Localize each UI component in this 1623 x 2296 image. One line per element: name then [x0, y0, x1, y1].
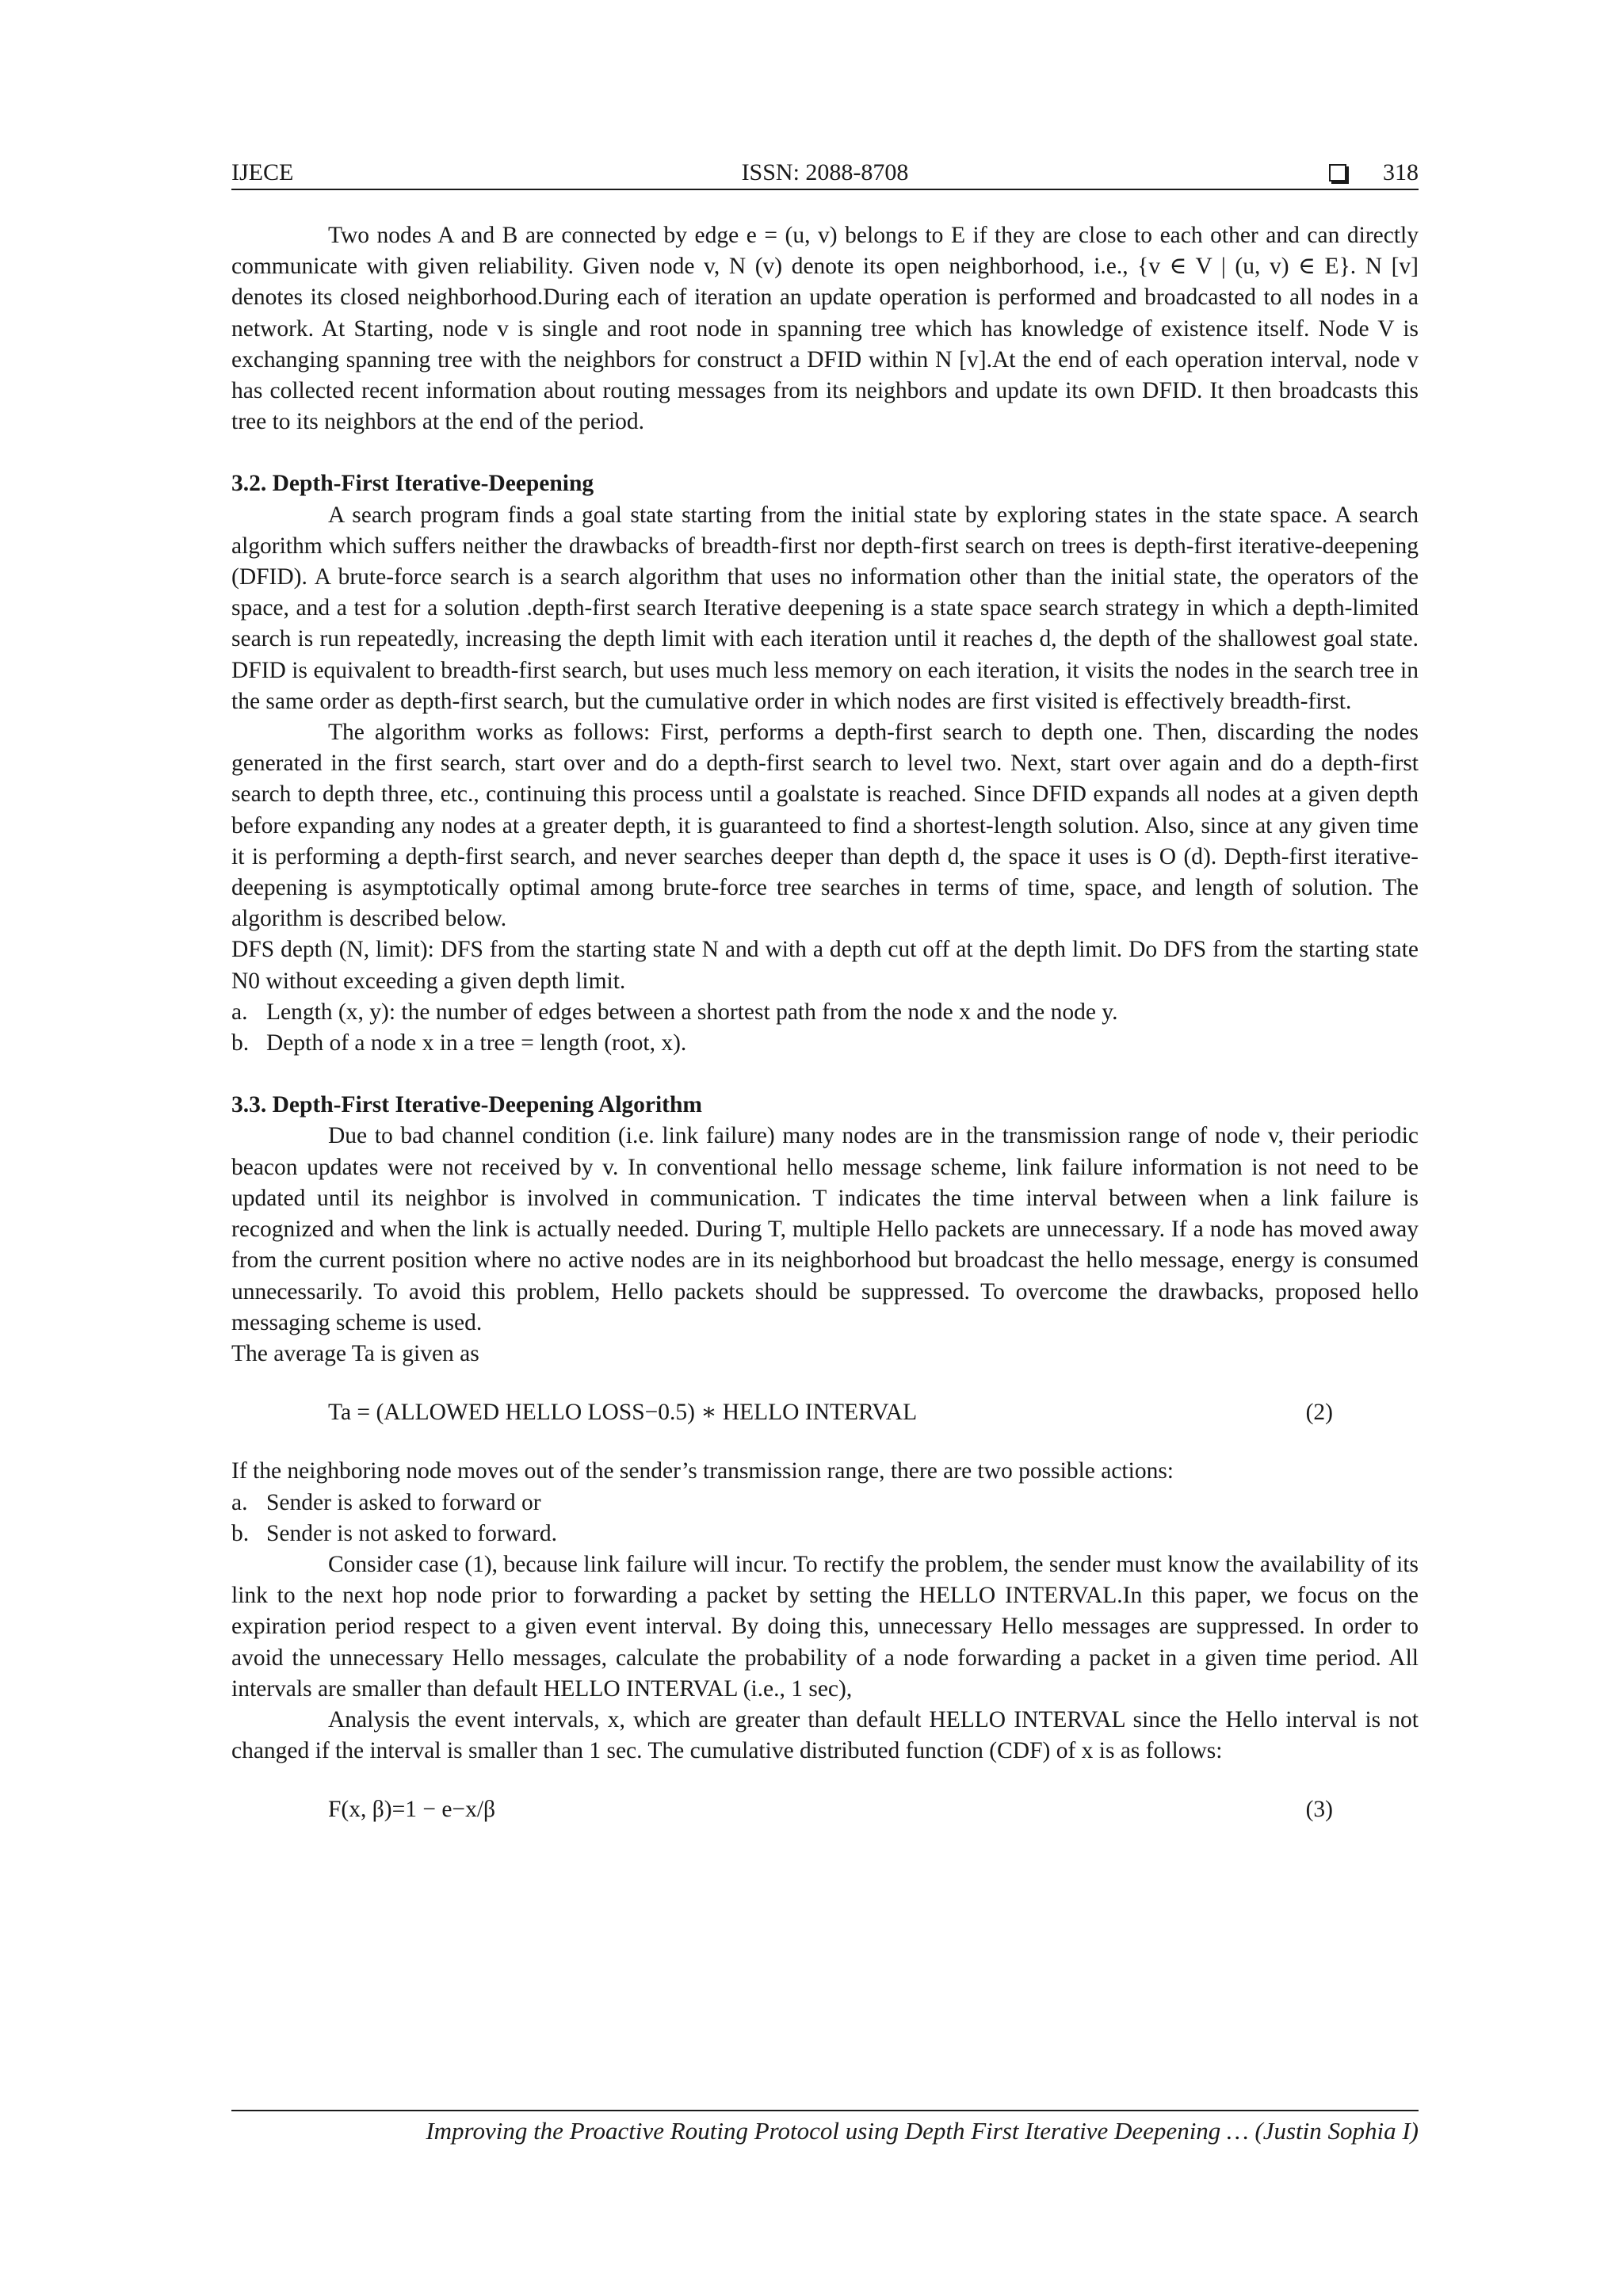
equation-formula: F(x, β)=1 − e−x/β: [328, 1797, 496, 1823]
page-number: 318: [1383, 159, 1419, 185]
list-text: Length (x, y): the number of edges between a shortest path from the node x and the node y.: [266, 999, 1118, 1025]
list-text: Sender is not asked to forward.: [266, 1520, 558, 1546]
paragraph: Due to bad channel condition (i.e. link failure) many nodes are in the transmission range of node v, their periodic beacon updates were not received by v. In conventional hello message scheme, link failure information is not need to be updated until its neighbor is involved in communication. T indicates the time interval between when a link failure is recognized and when the link is actually needed. During T, multiple Hello packets are unnecessary. If a node has moved away from the current position where no active nodes are in its neighborhood but broadcast the hello message, energy is consumed unnecessarily. To avoid this problem, Hello packets should be suppressed. To overcome the drawbacks, proposed hello messaging scheme is used.: [231, 1123, 1419, 1335]
paragraph: Two nodes A and B are connected by edge e = (u, v) belongs to E if they are close to each other and can directly communicate with given reliability. Given node v, N (v) denote its open neighborhood, i.e., {v ∈ V | (u, v) ∈ E}. N [v] denotes its closed neighborhood.During each of iteration an update operation is performed and broadcasted to all nodes in a network. At Starting, node v is single and root node in spanning tree which has knowledge of existence itself. Node V is exchanging spanning tree with the neighbors for construct a DFID within N [v].At the end of each operation interval, node v has collected recent information about routing messages from its neighbors and update its own DFID. It then broadcasts this tree to its neighbors at the end of the period.: [231, 223, 1419, 435]
paragraph: The algorithm works as follows: First, performs a depth-first search to depth one. Then, discarding the nodes generated in the first search, start over and do a depth-first search to level two. Next, start over again and do a depth-first search to depth three, etc., continuing this process until a goalstate is reached. Since DFID expands all nodes at a given depth before expanding any nodes at a greater depth, it is guaranteed to find a shortest-length solution. Also, since at any given time it is performing a depth-first search, and never searches deeper than depth d, the space it uses is O (d). Depth-first iterative-deepening is asymptotically optimal among brute-force tree searches in terms of time, space, and length of solution. The algorithm is described below.: [231, 720, 1419, 932]
paragraph: DFS depth (N, limit): DFS from the starting state N and with a depth cut off at the depth limit. Do DFS from the starting state N0 without exceeding a given depth limit.: [231, 937, 1419, 994]
paragraph: Analysis the event intervals, x, which are greater than default HELLO INTERVAL since the Hello interval is not changed if the interval is smaller than 1 sec. The cumulative distributed function (CDF) of x is as follows:: [231, 1706, 1419, 1764]
running-footer: Improving the Proactive Routing Protocol using Depth First Iterative Deepening … (Justin Sophia I): [426, 2117, 1419, 2145]
list-marker: a.: [231, 1489, 248, 1515]
paragraph: The average Ta is given as: [231, 1340, 479, 1366]
list-item: [231, 1519, 1419, 1549]
journal-name: IJECE: [231, 159, 294, 185]
section-heading-3-3: 3.3. Depth-First Iterative-Deepening Algorithm: [231, 1092, 702, 1118]
issn: ISSN: 2088-8708: [741, 159, 909, 185]
list-item: [231, 1028, 1419, 1059]
paragraph: Consider case (1), because link failure will incur. To rectify the problem, the sender must know the availability of its link to the next hop node prior to forwarding a packet by setting the HELLO INTERVAL.In this paper, we focus on the expiration period respect to a given event interval. By doing this, unnecessary Hello messages are suppressed. In order to avoid the unnecessary Hello messages, calculate the probability of a node forwarding a packet in a given time period. All intervals are smaller than default HELLO INTERVAL (i.e., 1 sec),: [231, 1551, 1419, 1702]
section-heading-3-2: 3.2. Depth-First Iterative-Deepening: [231, 471, 594, 497]
equation-2: [231, 1397, 1419, 1428]
paragraph: A search program finds a goal state starting from the initial state by exploring states in the state space. A search algorithm which suffers neither the drawbacks of breadth-first nor depth-first search on trees is depth-first iterative-deepening (DFID). A brute-force search is a search algorithm that uses no information other than the initial state, the operators of the space, and a test for a solution .depth-first search Iterative deepening is a state space search strategy in which a depth-limited search is run repeatedly, increasing the depth limit with each iteration until it reaches d, the depth of the shallowest goal state. DFID is equivalent to breadth-first search, but uses much less memory on each iteration, it visits the nodes in the search tree in the same order as depth-first search, but the cumulative order in which nodes are first visited is effectively breadth-first.: [231, 502, 1419, 714]
body-text: [231, 220, 1419, 1826]
equation-number: (3): [1305, 1797, 1333, 1823]
list-item: [231, 1488, 1419, 1519]
list-item: [231, 997, 1419, 1028]
equation-formula: Ta = (ALLOWED HELLO LOSS−0.5) ∗ HELLO INTERVAL: [328, 1400, 918, 1426]
list-text: Depth of a node x in a tree = length (root, x).: [266, 1030, 687, 1056]
square-box-icon: [1329, 164, 1346, 181]
list-marker: b.: [231, 1520, 250, 1546]
page-header: [231, 157, 1419, 190]
list-marker: b.: [231, 1030, 250, 1056]
equation-number: (2): [1305, 1400, 1333, 1426]
page-number-group: [1329, 157, 1419, 189]
equation-3: [231, 1794, 1419, 1825]
list-marker: a.: [231, 999, 248, 1025]
paragraph: If the neighboring node moves out of the sender’s transmission range, there are two possible actions:: [231, 1458, 1174, 1484]
footer-rule: [231, 2110, 1419, 2111]
list-text: Sender is asked to forward or: [266, 1489, 541, 1515]
header-rule: [231, 189, 1419, 190]
